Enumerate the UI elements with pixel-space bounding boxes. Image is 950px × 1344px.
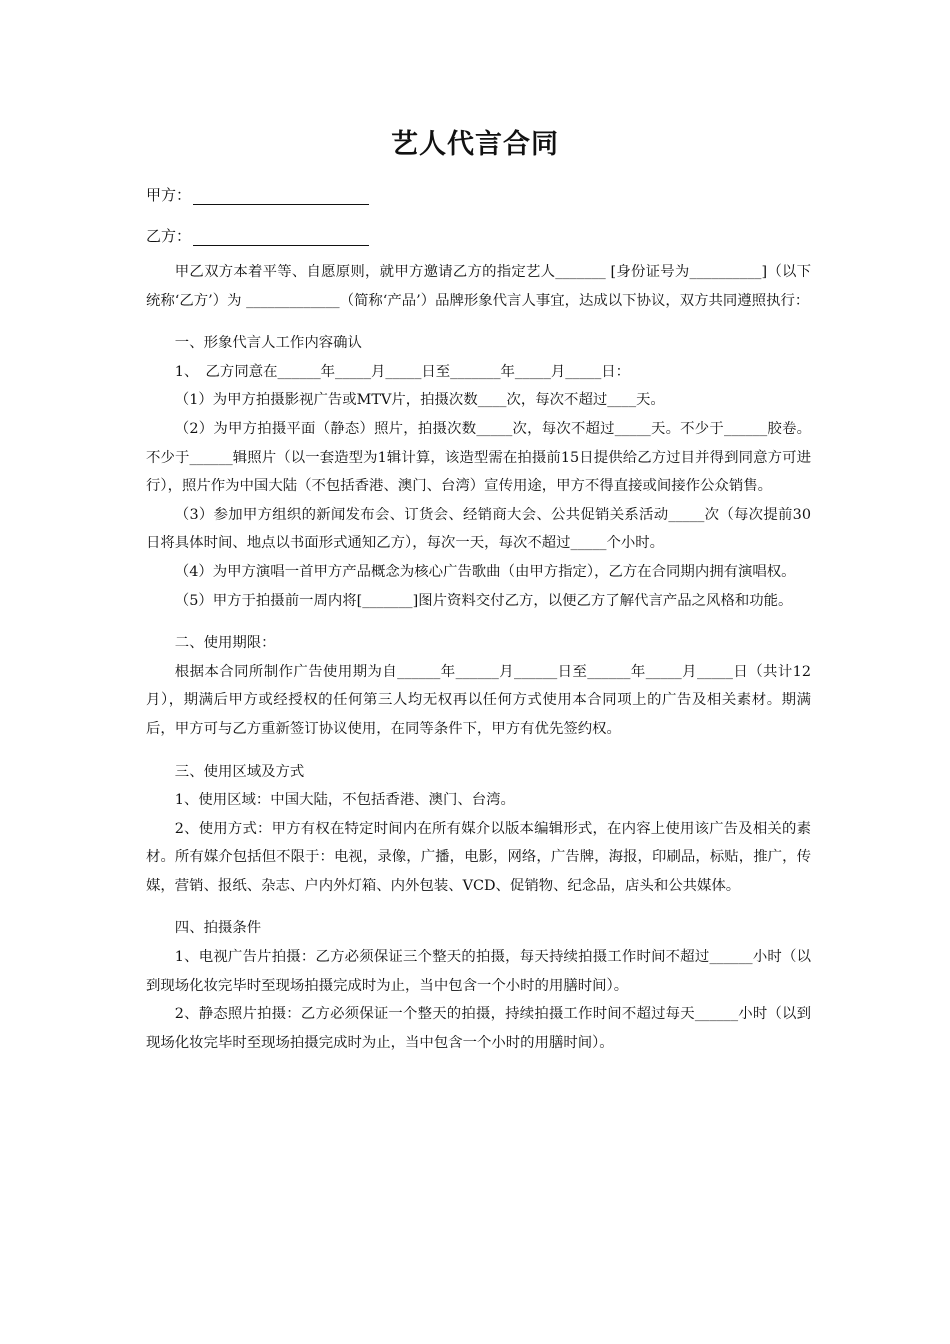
party-b-label: 乙方： xyxy=(146,227,192,245)
section-3-item-2: 2、使用方式：甲方有权在特定时间内在所有媒介以版本编辑形式，在内容上使用该广告及相关的素材。所有媒介包括但不限于：电视，录像，广播，电影，网络，广告牌，海报，印刷品，标贴，推广，传媒，营销、报纸、杂志、户内外灯箱、内外包装、VCD、促销物、纪念品，店头和公共媒体。 xyxy=(146,820,811,894)
section-1-item-3: （2）为甲方拍摄平面（静态）照片，拍摄次数_____次，每次不超过_____天。不少于______胶卷。不少于______辑照片（以一套造型为1辑计算，该造型需在拍摄前15日提供给乙方过目并得到同意方可进行），照片作为中国大陆（不包括香港、澳门、台湾）宣传用途，甲方不得直接或间接作公众销售。 xyxy=(146,420,811,495)
section-1-item-2: （1）为甲方拍摄影视广告或MTV片，拍摄次数____次，每次不超过____天。 xyxy=(174,392,665,409)
party-a-line xyxy=(146,184,369,205)
section-3-item-1: 1、使用区域：中国大陆，不包括香港、澳门、台湾。 xyxy=(174,792,515,809)
section-3-heading: 三、使用区域及方式 xyxy=(174,763,305,780)
party-b-blank xyxy=(193,229,369,246)
section-1-item-4: （3）参加甲方组织的新闻发布会、订货会、经销商大会、公共促销关系活动_____次（每次提前30日将具体时间、地点以书面形式通知乙方），每次一天，每次不超过_____个小时。 xyxy=(146,506,811,552)
section-4-item-2: 2、静态照片拍摄：乙方必须保证一个整天的拍摄，持续拍摄工作时间不超过每天______小时（以到现场化妆完毕时至现场拍摄完成时为止，当中包含一个小时的用膳时间）。 xyxy=(146,1006,811,1051)
section-1-item-1: 1、 乙方同意在______年_____月_____日至_______年_____月_____日： xyxy=(174,363,631,380)
contract-body xyxy=(146,258,811,1057)
section-2-paragraph: 根据本合同所制作广告使用期为自______年______月______日至______年_____月_____日（共计12月），期满后甲方或经授权的任何第三人均无权再以任何方式使用本合同项上的广告及相关素材。期满后，甲方可与乙方重新签订协议使用，在同等条件下，甲方有优先签约权。 xyxy=(146,663,811,737)
intro-paragraph: 甲乙双方本着平等、自愿原则，就甲方邀请乙方的指定艺人_______ [身份证号为__________]（以下统称‘乙方’）为 _____________（简称‘产品’）品牌形象代言人事宜，达成以下协议，双方共同遵照执行： xyxy=(146,264,811,309)
party-a-label: 甲方： xyxy=(146,186,192,204)
party-a-blank xyxy=(193,188,369,205)
document-title: 艺人代言合同 xyxy=(391,129,559,160)
section-2-heading: 二、使用期限： xyxy=(174,635,276,652)
party-b-line xyxy=(146,225,369,246)
section-4-item-1: 1、电视广告片拍摄：乙方必须保证三个整天的拍摄，每天持续拍摄工作时间不超过______小时（以到现场化妆完毕时至现场拍摄完成时为止，当中包含一个小时的用膳时间）。 xyxy=(146,949,811,994)
section-4-heading: 四、拍摄条件 xyxy=(174,920,262,937)
section-1-item-6: （5）甲方于拍摄前一周内将[_______]图片资料交付乙方，以便乙方了解代言产品之风格和功能。 xyxy=(174,592,793,609)
section-1-item-5: （4）为甲方演唱一首甲方产品概念为核心广告歌曲（由甲方指定），乙方在合同期内拥有演唱权。 xyxy=(174,563,796,580)
section-1-heading: 一、形象代言人工作内容确认 xyxy=(174,335,362,352)
